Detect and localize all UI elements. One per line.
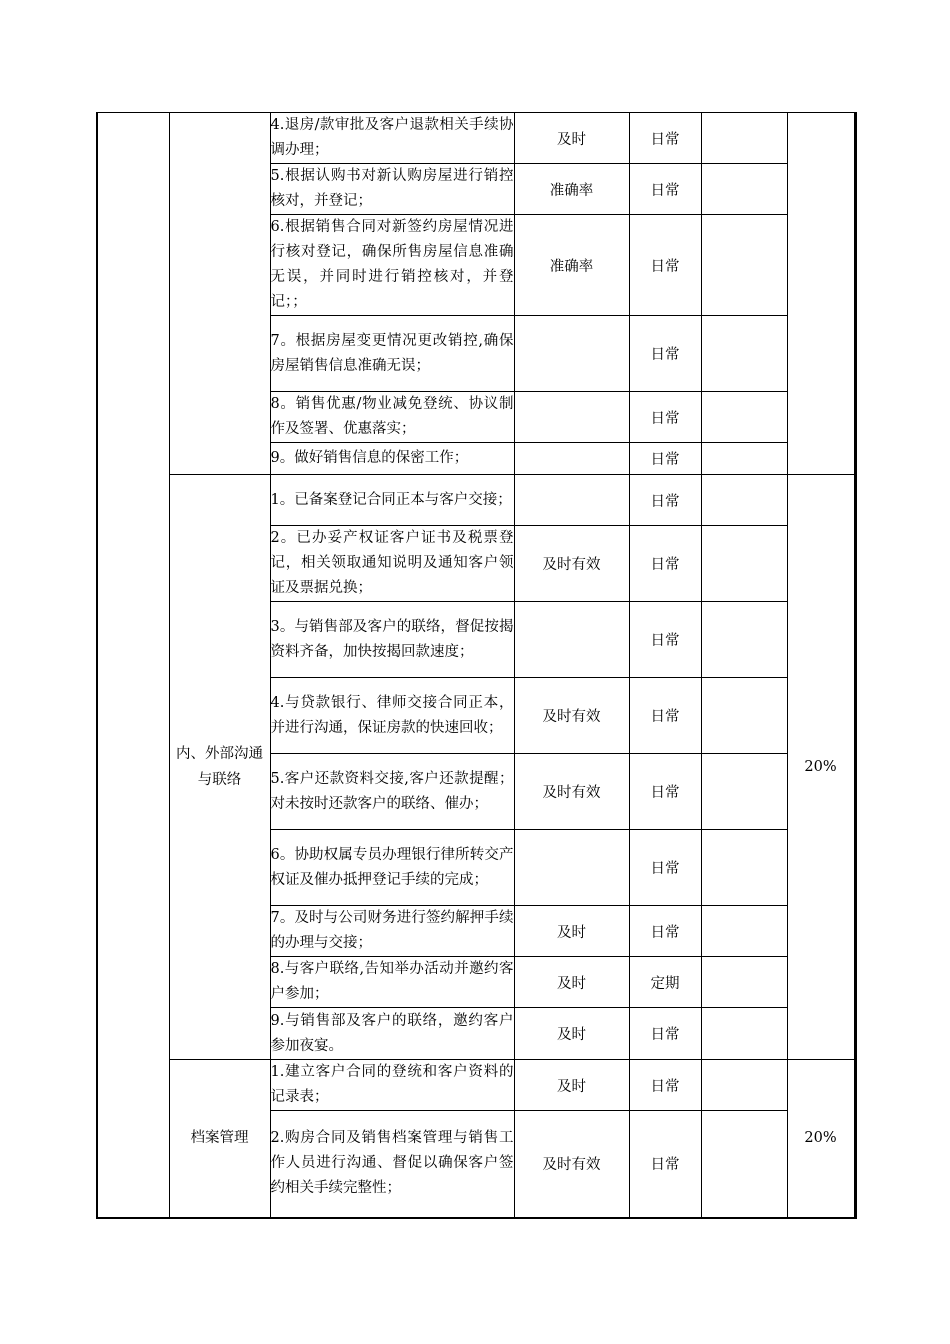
- frequency-cell: 日常: [629, 392, 701, 443]
- frequency-cell: 日常: [629, 754, 701, 830]
- standard-cell: [514, 830, 629, 906]
- standard-cell: [514, 443, 629, 475]
- duty-table: [96, 112, 857, 1219]
- task-cell: 4.退房/款审批及客户退款相关手续协调办理；: [270, 113, 514, 164]
- frequency-cell: 日常: [629, 316, 701, 392]
- standard-cell: [514, 602, 629, 678]
- standard-cell: 及时: [514, 113, 629, 164]
- task-cell: 1.建立客户合同的登统和客户资料的记录表；: [270, 1060, 514, 1111]
- weight-cell-continued: [787, 113, 855, 475]
- frequency-cell: 日常: [629, 164, 701, 215]
- blank-cell: [701, 316, 787, 392]
- blank-cell: [701, 754, 787, 830]
- frequency-cell: 日常: [629, 1111, 701, 1218]
- task-cell: 8。销售优惠/物业减免登统、协议制作及签署、优惠落实；: [270, 392, 514, 443]
- frequency-cell: 日常: [629, 443, 701, 475]
- blank-cell: [701, 957, 787, 1008]
- table-row: [97, 475, 855, 526]
- task-cell: 5.根据认购书对新认购房屋进行销控核对，并登记；: [270, 164, 514, 215]
- frequency-cell: 日常: [629, 526, 701, 602]
- area-cell-archive: [169, 1060, 270, 1218]
- task-cell: 5.客户还款资料交接,客户还款提醒；对未按时还款客户的联络、催办；: [270, 754, 514, 830]
- blank-cell: [701, 830, 787, 906]
- task-cell: 2.购房合同及销售档案管理与销售工作人员进行沟通、督促以确保客户签约相关手续完整性；: [270, 1111, 514, 1218]
- standard-cell: [514, 475, 629, 526]
- frequency-cell: 日常: [629, 475, 701, 526]
- task-cell: 7。及时与公司财务进行签约解押手续的办理与交接；: [270, 906, 514, 957]
- blank-cell: [701, 1111, 787, 1218]
- area-cell-communication: [169, 475, 270, 1060]
- blank-cell: [701, 392, 787, 443]
- standard-cell: 及时有效: [514, 1111, 629, 1218]
- weight-cell-archive: 20%: [787, 1060, 855, 1218]
- standard-cell: 准确率: [514, 164, 629, 215]
- task-cell: 2。已办妥产权证客户证书及税票登记，相关领取通知说明及通知客户领证及票据兑换；: [270, 526, 514, 602]
- standard-cell: 及时: [514, 1060, 629, 1111]
- frequency-cell: 日常: [629, 830, 701, 906]
- task-cell: 4.与贷款银行、律师交接合同正本，并进行沟通，保证房款的快速回收；: [270, 678, 514, 754]
- blank-cell: [701, 906, 787, 957]
- frequency-cell: 日常: [629, 1008, 701, 1060]
- frequency-cell: 日常: [629, 215, 701, 316]
- standard-cell: 及时: [514, 906, 629, 957]
- standard-cell: [514, 392, 629, 443]
- task-cell: 3。与销售部及客户的联络，督促按揭资料齐备，加快按揭回款速度；: [270, 602, 514, 678]
- blank-cell: [701, 443, 787, 475]
- frequency-cell: 日常: [629, 678, 701, 754]
- task-cell: 7。根据房屋变更情况更改销控,确保房屋销售信息准确无误；: [270, 316, 514, 392]
- area-cell-continued: [169, 113, 270, 475]
- standard-cell: [514, 316, 629, 392]
- category-cell: [97, 113, 169, 1218]
- standard-cell: 准确率: [514, 215, 629, 316]
- blank-cell: [701, 602, 787, 678]
- frequency-cell: 日常: [629, 602, 701, 678]
- task-cell: 6。协助权属专员办理银行律所转交产权证及催办抵押登记手续的完成；: [270, 830, 514, 906]
- blank-cell: [701, 1008, 787, 1060]
- blank-cell: [701, 678, 787, 754]
- area-label: 内、外部沟通与联络: [176, 746, 263, 788]
- blank-cell: [701, 526, 787, 602]
- task-cell: 9.与销售部及客户的联络，邀约客户参加夜宴。: [270, 1008, 514, 1060]
- weight-cell-communication: 20%: [787, 475, 855, 1060]
- table-row: [97, 113, 855, 164]
- blank-cell: [701, 1060, 787, 1111]
- standard-cell: 及时: [514, 1008, 629, 1060]
- blank-cell: [701, 164, 787, 215]
- frequency-cell: 日常: [629, 906, 701, 957]
- table-row: [97, 1060, 855, 1111]
- standard-cell: 及时: [514, 957, 629, 1008]
- frequency-cell: 日常: [629, 113, 701, 164]
- frequency-cell: 定期: [629, 957, 701, 1008]
- standard-cell: 及时有效: [514, 678, 629, 754]
- task-cell: 8.与客户联络,告知举办活动并邀约客户参加；: [270, 957, 514, 1008]
- task-cell: 9。做好销售信息的保密工作；: [270, 443, 514, 475]
- blank-cell: [701, 113, 787, 164]
- task-cell: 6.根据销售合同对新签约房屋情况进行核对登记，确保所售房屋信息准确无误，并同时进行销控核对，并登记；；: [270, 215, 514, 316]
- blank-cell: [701, 215, 787, 316]
- area-label: 档案管理: [190, 1130, 249, 1147]
- blank-cell: [701, 475, 787, 526]
- frequency-cell: 日常: [629, 1060, 701, 1111]
- standard-cell: 及时有效: [514, 526, 629, 602]
- standard-cell: 及时有效: [514, 754, 629, 830]
- task-cell: 1。已备案登记合同正本与客户交接；: [270, 475, 514, 526]
